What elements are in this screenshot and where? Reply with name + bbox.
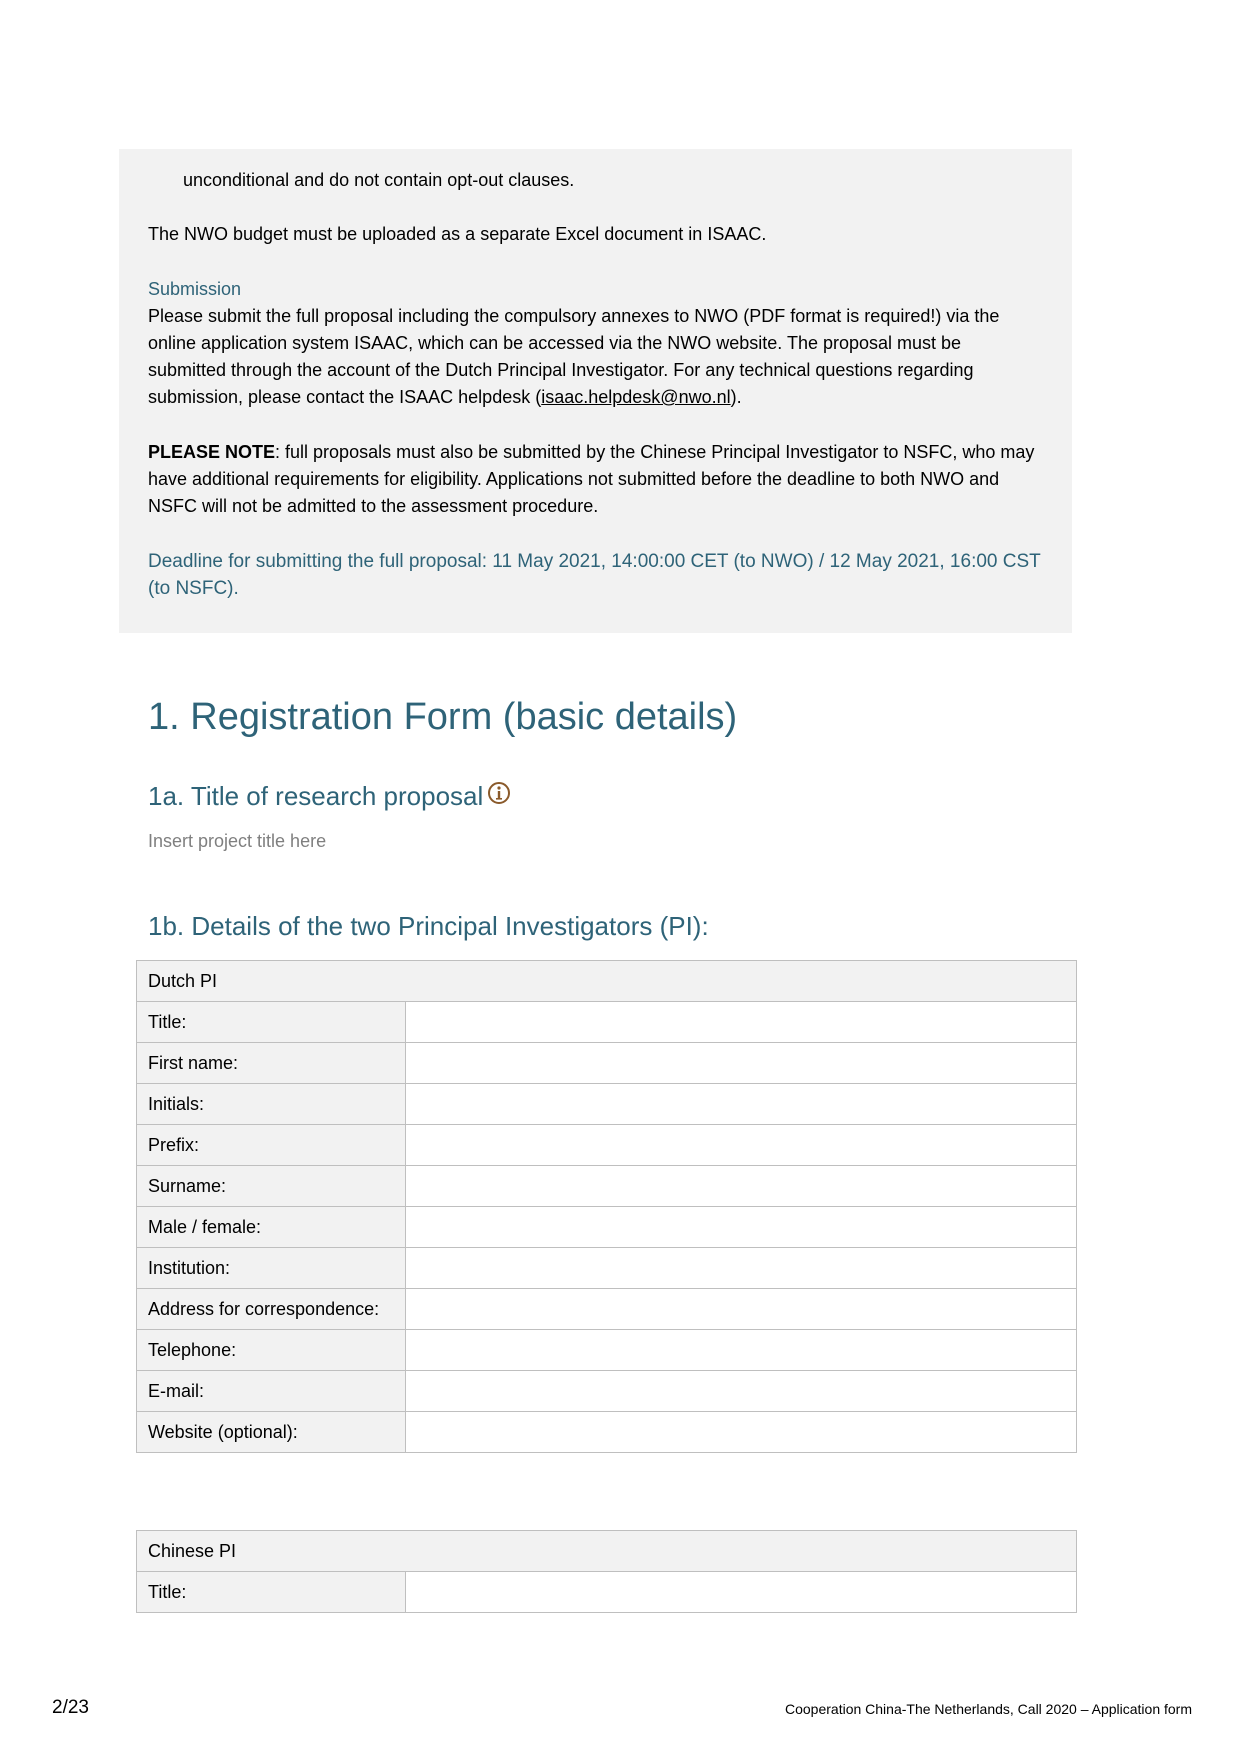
deadline-line-2: (to NSFC). bbox=[148, 578, 239, 599]
chinese-pi-table bbox=[136, 1530, 1077, 1613]
field-value-input[interactable] bbox=[406, 1248, 1077, 1289]
field-label: Website (optional): bbox=[137, 1412, 406, 1453]
section-1-heading: 1. Registration Form (basic details) bbox=[148, 696, 738, 738]
table-row bbox=[137, 1207, 1077, 1248]
note-line-1-rest: : full proposals must also be submitted by the Chinese Principal Investigator to NSFC, who may bbox=[275, 442, 1035, 462]
field-value-input[interactable] bbox=[406, 1002, 1077, 1043]
note-line-3: NSFC will not be admitted to the assessment procedure. bbox=[148, 496, 599, 516]
section-1b-heading: 1b. Details of the two Principal Investigators (PI): bbox=[148, 911, 709, 941]
field-label: Address for correspondence: bbox=[137, 1289, 406, 1330]
deadline-line-1: Deadline for submitting the full proposal: 11 May 2021, 14:00:00 CET (to NWO) / 12 May 2021, 16:00 CST bbox=[148, 551, 1041, 572]
table-row bbox=[137, 1125, 1077, 1166]
table-row bbox=[137, 1412, 1077, 1453]
field-value-input[interactable] bbox=[406, 1371, 1077, 1412]
submission-line-4-prefix: submission, please contact the ISAAC helpdesk ( bbox=[148, 387, 542, 407]
section-1a-heading-text: 1a. Title of research proposal bbox=[148, 781, 484, 811]
table-header-row bbox=[137, 961, 1077, 1002]
field-label: Institution: bbox=[137, 1248, 406, 1289]
helpdesk-email-link[interactable]: isaac.helpdesk@nwo.nl bbox=[541, 387, 731, 407]
footer-doc-title: Cooperation China-The Netherlands, Call 2020 – Application form bbox=[784, 1701, 1192, 1717]
submission-line-2: online application system ISAAC, which can be accessed via the NWO website. The proposal must be bbox=[148, 333, 962, 353]
field-label: Title: bbox=[137, 1572, 406, 1613]
table-row bbox=[137, 1166, 1077, 1207]
table-row bbox=[137, 1289, 1077, 1330]
field-label: E-mail: bbox=[137, 1371, 406, 1412]
field-label: Title: bbox=[137, 1002, 406, 1043]
field-value-input[interactable] bbox=[406, 1125, 1077, 1166]
dutch-pi-table bbox=[136, 960, 1077, 1453]
continuation-text: unconditional and do not contain opt-out clauses. bbox=[183, 170, 575, 190]
field-value-input[interactable] bbox=[406, 1207, 1077, 1248]
info-icon[interactable] bbox=[487, 781, 511, 812]
field-value-input[interactable] bbox=[406, 1043, 1077, 1084]
field-value-input[interactable] bbox=[406, 1330, 1077, 1371]
table-row bbox=[137, 1002, 1077, 1043]
field-label: Initials: bbox=[137, 1084, 406, 1125]
field-label: Telephone: bbox=[137, 1330, 406, 1371]
table-row bbox=[137, 1572, 1077, 1613]
field-label: Surname: bbox=[137, 1166, 406, 1207]
section-1a-heading bbox=[148, 781, 511, 812]
note-line-2: have additional requirements for eligibility. Applications not submitted before the deadline to both NWO and bbox=[148, 469, 1000, 489]
page-number: 2/23 bbox=[52, 1697, 89, 1718]
submission-line-4-suffix: ). bbox=[730, 387, 742, 407]
field-value-input[interactable] bbox=[406, 1084, 1077, 1125]
field-value-input[interactable] bbox=[406, 1412, 1077, 1453]
submission-heading: Submission bbox=[148, 279, 242, 299]
dutch-pi-header: Dutch PI bbox=[137, 961, 1077, 1002]
table-header-row bbox=[137, 1531, 1077, 1572]
table-row bbox=[137, 1043, 1077, 1084]
field-value-input[interactable] bbox=[406, 1289, 1077, 1330]
table-row bbox=[137, 1084, 1077, 1125]
field-label: First name: bbox=[137, 1043, 406, 1084]
field-value-input[interactable] bbox=[406, 1572, 1077, 1613]
field-value-input[interactable] bbox=[406, 1166, 1077, 1207]
submission-line-1: Please submit the full proposal including the compulsory annexes to NWO (PDF format is required!) via the bbox=[148, 306, 1000, 326]
field-label: Prefix: bbox=[137, 1125, 406, 1166]
table-row bbox=[137, 1371, 1077, 1412]
note-line-1 bbox=[148, 439, 1034, 466]
chinese-pi-header: Chinese PI bbox=[137, 1531, 1077, 1572]
submission-line-4 bbox=[148, 384, 742, 411]
table-row bbox=[137, 1330, 1077, 1371]
field-label: Male / female: bbox=[137, 1207, 406, 1248]
table-row bbox=[137, 1248, 1077, 1289]
submission-line-3: submitted through the account of the Dutch Principal Investigator. For any technical questions regarding bbox=[148, 360, 974, 380]
note-bold-label: PLEASE NOTE bbox=[148, 442, 276, 462]
project-title-placeholder[interactable]: Insert project title here bbox=[148, 831, 327, 851]
budget-note: The NWO budget must be uploaded as a separate Excel document in ISAAC. bbox=[148, 224, 767, 244]
